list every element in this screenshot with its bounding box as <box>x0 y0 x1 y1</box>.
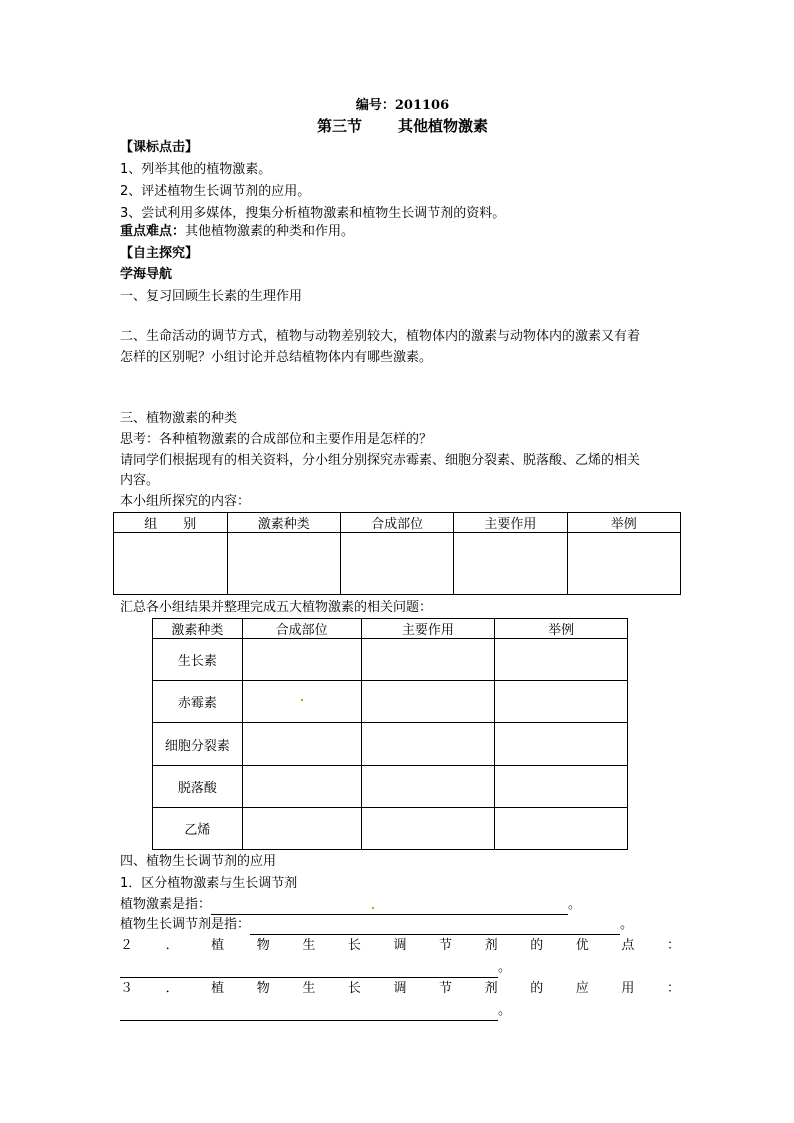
question-char: 植 <box>211 981 225 996</box>
advantages-blank[interactable] <box>120 963 498 978</box>
definition-1 <box>120 895 581 915</box>
definition-1-period: 。 <box>568 897 582 912</box>
table-cell-input[interactable] <box>242 639 361 681</box>
question-char: 物 <box>256 938 270 953</box>
table-cell-input[interactable] <box>361 808 495 850</box>
hormone-table-header-row <box>153 619 628 639</box>
definition-2-period: 。 <box>620 917 634 932</box>
key-points <box>120 222 354 242</box>
stray-dot <box>372 907 374 909</box>
question-advantages <box>120 936 680 956</box>
question-2-line-1: 二、生命活动的调节方式，植物与动物差别较大，植物体内的激素与动物体内的激素又有着 <box>120 329 641 344</box>
question-char: 长 <box>347 938 361 953</box>
table-cell-input[interactable] <box>361 723 495 766</box>
table-cell-input[interactable] <box>567 533 680 595</box>
key-points-text: 其他植物激素的种类和作用。 <box>185 224 355 239</box>
question-char: 的 <box>530 938 544 953</box>
hormone-name: 赤霉素 <box>153 681 243 723</box>
question-char: ． <box>165 938 179 953</box>
question-char: 点 <box>621 938 635 953</box>
hormone-table-header: 合成部位 <box>242 619 361 639</box>
group-table-header: 举例 <box>567 513 680 533</box>
question-1: 一、复习回顾生长素的生理作用 <box>120 289 303 304</box>
explore-heading: 【自主探究】 <box>120 246 199 261</box>
hormone-table-header: 主要作用 <box>361 619 495 639</box>
question-char: 生 <box>302 938 316 953</box>
table-cell-input[interactable] <box>361 681 495 723</box>
group-table-header: 组 别 <box>114 513 228 533</box>
part-4-sub-1: 1．区分植物激素与生长调节剂 <box>120 876 298 891</box>
table-cell-input[interactable] <box>361 639 495 681</box>
table-row <box>114 533 681 595</box>
definition-2 <box>120 915 633 935</box>
group-table <box>113 512 681 595</box>
question-char: 剂 <box>484 981 498 996</box>
definition-1-blank[interactable] <box>211 900 568 915</box>
question-char: 用 <box>621 981 635 996</box>
page-title <box>120 116 685 136</box>
hormone-table <box>152 618 628 850</box>
applications-period: 。 <box>498 1003 512 1018</box>
question-char: ． <box>165 981 179 996</box>
table-cell-input[interactable] <box>114 533 228 595</box>
table-cell-input[interactable] <box>242 808 361 850</box>
title-name: 其他植物激素 <box>398 117 489 135</box>
definition-2-blank[interactable] <box>250 920 620 935</box>
question-char: 的 <box>530 981 544 996</box>
summary-label: 汇总各小组结果并整理完成五大植物激素的相关问题： <box>120 600 433 615</box>
hormone-table-header: 激素种类 <box>153 619 243 639</box>
group-table-header: 合成部位 <box>340 513 453 533</box>
question-char: 剂 <box>484 938 498 953</box>
group-table-header: 主要作用 <box>454 513 567 533</box>
table-row <box>153 639 628 681</box>
question-char: ３ <box>120 981 134 996</box>
hormone-name: 生长素 <box>153 639 243 681</box>
definition-2-label: 植物生长调节剂是指： <box>120 917 251 932</box>
group-content-label: 本小组所探究的内容： <box>120 494 251 509</box>
question-3: 三、植物激素的种类 <box>120 411 238 426</box>
part-4-heading: 四、植物生长调节剂的应用 <box>120 854 277 869</box>
question-char: 调 <box>393 938 407 953</box>
table-cell-input[interactable] <box>495 681 628 723</box>
question-char: 节 <box>439 938 453 953</box>
document-code: 编号：201106 <box>355 98 450 113</box>
question-char: ２ <box>120 938 134 953</box>
explore-subheading: 学海导航 <box>120 267 173 282</box>
question-char: 物 <box>256 981 270 996</box>
table-cell-input[interactable] <box>242 681 361 723</box>
question-char: 应 <box>575 981 589 996</box>
request-line-2: 内容。 <box>120 473 160 488</box>
table-cell-input[interactable] <box>242 723 361 766</box>
table-cell-input[interactable] <box>495 766 628 808</box>
advantages-answer <box>120 958 511 978</box>
table-row <box>153 808 628 850</box>
request-line-1: 请同学们根据现有的相关资料，分小组分别探究赤霉素、细胞分裂素、脱落酸、乙烯的相关 <box>120 453 641 468</box>
question-char: 优 <box>575 938 589 953</box>
standard-item-3: 3、尝试利用多媒体，搜集分析植物激素和植物生长调节剂的资料。 <box>120 206 506 221</box>
question-char: 长 <box>347 981 361 996</box>
definition-1-label: 植物激素是指： <box>120 897 212 912</box>
table-cell-input[interactable] <box>340 533 453 595</box>
stray-dot <box>301 699 303 701</box>
table-cell-input[interactable] <box>454 533 567 595</box>
standard-item-2: 2、评述植物生长调节剂的应用。 <box>120 184 311 199</box>
question-char: 节 <box>439 981 453 996</box>
hormone-table-header: 举例 <box>495 619 628 639</box>
think-question: 思考：各种植物激素的合成部位和主要作用是怎样的？ <box>120 432 433 447</box>
table-cell-input[interactable] <box>361 766 495 808</box>
question-char: ： <box>666 938 680 953</box>
key-points-label: 重点难点： <box>120 224 186 239</box>
question-applications <box>120 979 680 999</box>
table-row <box>153 681 628 723</box>
advantages-period: 。 <box>498 960 512 975</box>
group-table-header-row <box>114 513 681 533</box>
hormone-name: 乙烯 <box>153 808 243 850</box>
group-table-header: 激素种类 <box>227 513 340 533</box>
table-row <box>153 766 628 808</box>
question-char: ： <box>666 981 680 996</box>
table-cell-input[interactable] <box>242 766 361 808</box>
question-char: 植 <box>211 938 225 953</box>
table-cell-input[interactable] <box>227 533 340 595</box>
table-row <box>153 723 628 766</box>
question-char: 调 <box>393 981 407 996</box>
table-cell-input[interactable] <box>495 639 628 681</box>
hormone-name: 细胞分裂素 <box>153 723 243 766</box>
standards-heading: 【课标点击】 <box>120 140 199 155</box>
question-2-line-2: 怎样的区别呢？小组讨论并总结植物体内有哪些激素。 <box>120 350 433 365</box>
table-cell-input[interactable] <box>495 723 628 766</box>
standard-item-1: 1、列举其他的植物激素。 <box>120 162 272 177</box>
table-cell-input[interactable] <box>495 808 628 850</box>
title-section: 第三节 <box>316 117 362 135</box>
question-char: 生 <box>302 981 316 996</box>
applications-answer <box>120 1001 511 1021</box>
hormone-name: 脱落酸 <box>153 766 243 808</box>
applications-blank[interactable] <box>120 1006 498 1021</box>
